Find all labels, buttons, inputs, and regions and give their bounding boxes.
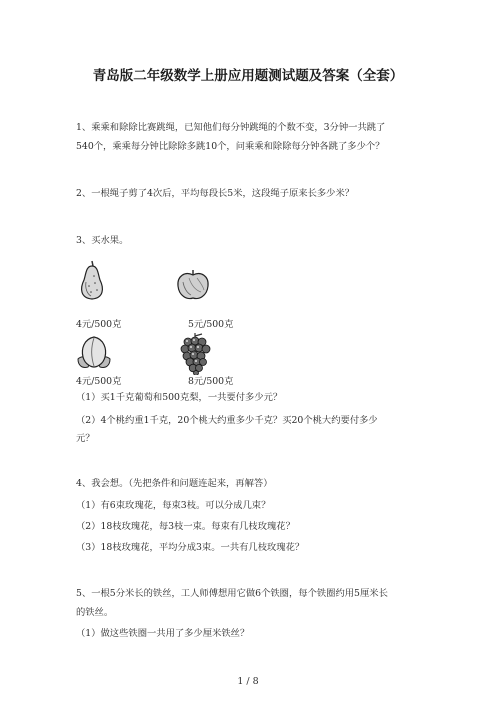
question-5-line-2: 的铁丝。 xyxy=(76,607,114,618)
page-title: 青岛版二年级数学上册应用题测试题及答案（全套） xyxy=(92,68,404,84)
pear-icon xyxy=(76,258,108,302)
question-4-sub-1: （1）有6束玫瑰花，每束3枝。可以分成几束？ xyxy=(76,500,271,511)
question-3-sub-2-line-2: 元？ xyxy=(76,433,95,444)
apple-icon xyxy=(175,266,211,302)
question-2: 2、一根绳子剪了4次后，平均每段长5米，这段绳子原来长多少米？ xyxy=(76,188,355,199)
peach-icon xyxy=(74,333,114,371)
fruit-price-peach: 4元/500克 xyxy=(76,376,122,387)
question-3-title: 3、买水果。 xyxy=(76,235,129,246)
fruit-price-apple: 5元/500克 xyxy=(188,319,234,330)
question-4-sub-3: （3）18枝玫瑰花，平均分成3束。一共有几枝玫瑰花？ xyxy=(76,542,305,553)
question-5-line-1: 5、一根5分米长的铁丝，工人师傅想用它做6个铁圈，每个铁圈约用5厘米长 xyxy=(76,588,388,599)
question-5-sub-1: （1）做这些铁圈一共用了多少厘米铁丝？ xyxy=(76,628,250,639)
fruit-price-grapes: 8元/500克 xyxy=(188,376,234,387)
grapes-icon xyxy=(178,331,212,375)
question-3-sub-2-line-1: （2）4个桃约重1千克，20个桃大约重多少千克？买20个桃大约要付多少 xyxy=(76,415,378,426)
fruit-price-pear: 4元/500克 xyxy=(76,319,122,330)
page-number: 1 / 8 xyxy=(237,676,259,687)
question-3-sub-1: （1）买1千克葡萄和500克梨，一共要付多少元？ xyxy=(76,392,283,403)
question-1-line-2: 540个，乘乘每分钟比除除多跳10个，问乘乘和除除每分钟各跳了多少个？ xyxy=(76,141,385,152)
question-1-line-1: 1、乘乘和除除比赛跳绳，已知他们每分钟跳绳的个数不变，3分钟一共跳了 xyxy=(76,122,386,133)
question-4-title: 4、我会想。（先把条件和问题连起来，再解答） xyxy=(76,478,273,489)
question-4-sub-2: （2）18枝玫瑰花，每3枝一束。每束有几枝玫瑰花？ xyxy=(76,521,295,532)
